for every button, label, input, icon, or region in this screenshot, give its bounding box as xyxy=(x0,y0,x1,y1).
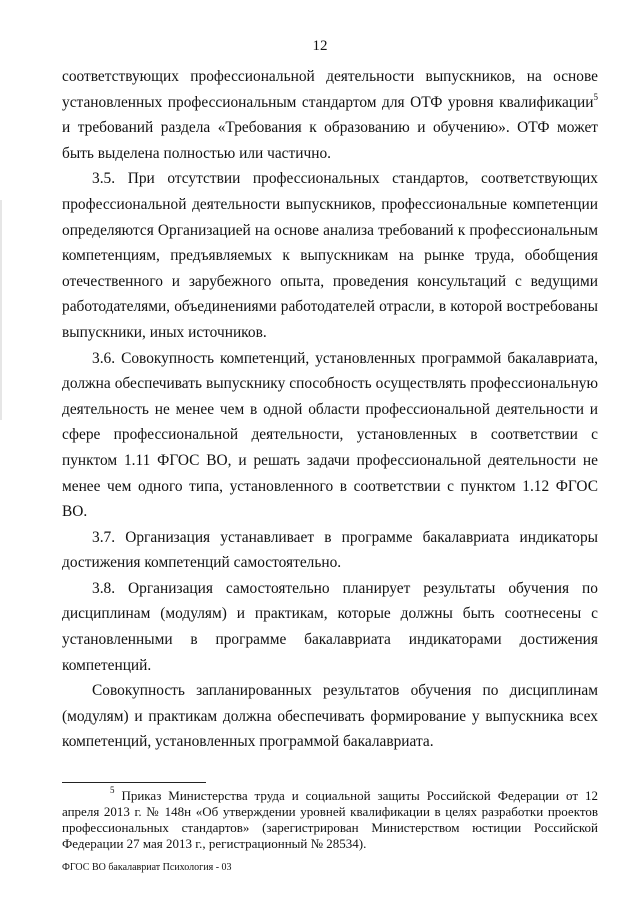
footnote-reference: 5 xyxy=(593,91,598,102)
footnote xyxy=(62,785,599,852)
page-number: 12 xyxy=(312,38,328,54)
paragraph-3-5: 3.5. При отсутствии профессиональных стандартов, соответствующих профессиональной деятельности выпускников, профессиональные компетенции определяются Организацией на основе анализа требований к профессиональным компетенциям, предъявляемых к выпускникам на рынке труда, обобщения отечественного и зарубежного опыта, проведения консультаций с ведущими работодателями, объединениями работодателей отрасли, в которой востребованы выпускники, иных источников. xyxy=(62,170,598,341)
paragraph-3-7: 3.7. Организация устанавливает в программе бакалавриата индикаторы достижения компетенций самостоятельно. xyxy=(62,528,598,572)
document-body xyxy=(62,64,598,755)
footnote-text: Приказ Министерства труда и социальной защиты Российской Федерации от 12 апреля 2013 г. № 148н «Об утверждении уровней квалификации в целях разработки проектов профессиональных стандартов» (зарегистрирован Министерством юстиции Российской Федерации 27 мая 2013 г., регистрационный № 28534). xyxy=(62,788,599,851)
footnote-marker: 5 xyxy=(110,785,115,795)
paragraph-3-8: 3.8. Организация самостоятельно планирует результаты обучения по дисциплинам (модулям) и практикам, которые должны быть соотнесены с установленными в программе бакалавриата индикаторами достижения компетенций. xyxy=(62,579,598,674)
paragraph-3-6: 3.6. Совокупность компетенций, установленных программой бакалавриата, должна обеспечивать выпускнику способность осуществлять профессиональную деятельность не менее чем в одной области профессиональной деятельности и сфере профессиональной деятельности, установленных в соответствии с пунктом 1.11 ФГОС ВО, и решать задачи профессиональной деятельности не менее чем одного типа, установленного в соответствии с пунктом 1.12 ФГОС ВО. xyxy=(62,349,598,521)
paragraph-continuation: соответствующих профессиональной деятельности выпускников, на основе установленных профессиональным стандартом для ОТФ уровня квалификации$^5$ и требований раздела «Требования к образованию и обучению». ОТФ может быть выделена полностью или частично. xyxy=(62,68,598,162)
scan-edge-mark xyxy=(0,200,2,420)
page-footer: ФГОС ВО бакалавриат Психология - 03 xyxy=(62,862,232,873)
paragraph-summary: Совокупность запланированных результатов обучения по дисциплинам (модулям) и практикам должна обеспечивать формирование у выпускника всех компетенций, установленных программой бакалавриата. xyxy=(62,682,598,751)
footnote-separator xyxy=(62,782,206,783)
